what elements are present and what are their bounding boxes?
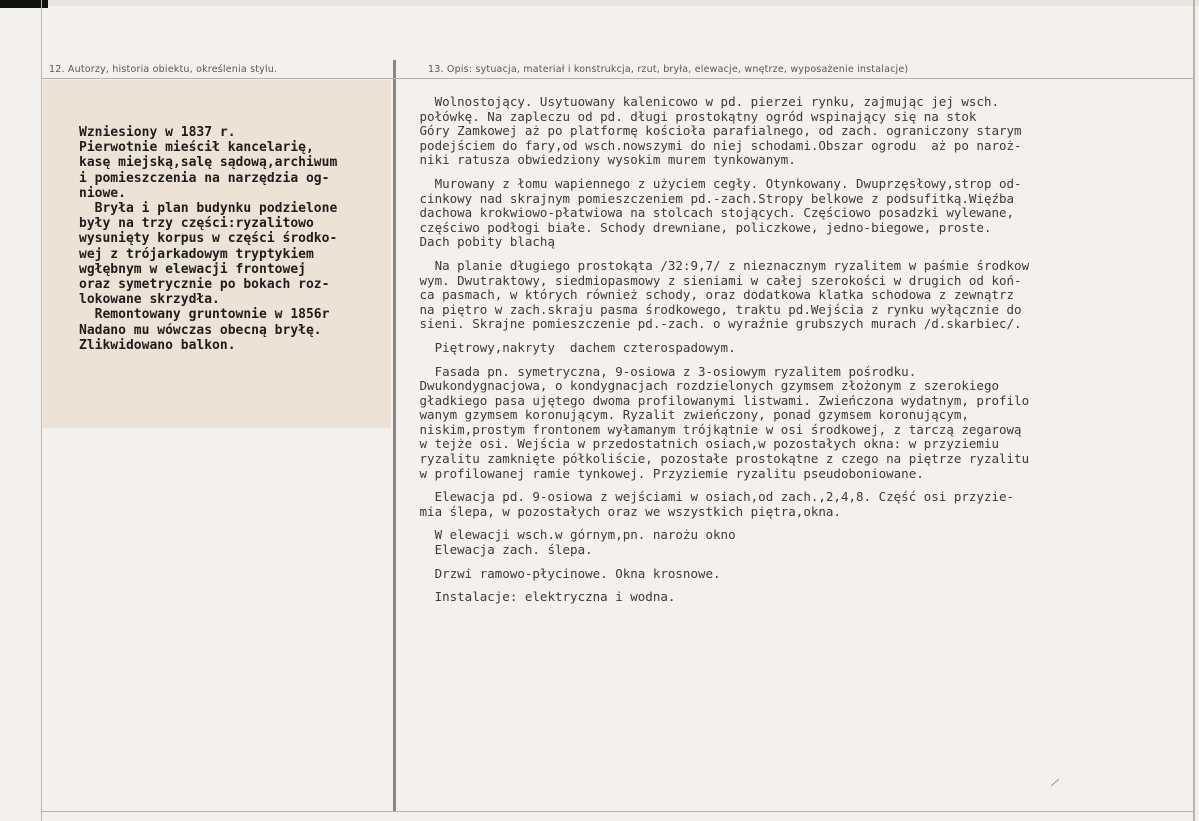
bottom-rule [41,811,1193,812]
left-border-line [41,0,42,821]
paragraph-installations: Instalacje: elektryczna i wodna. [412,589,676,605]
paragraph-facade: Fasada pn. symetryczna, 9-osiowa z 3-osiowym ryzalitem pośrodku. Dwukondygnacjowa, o kondygnacjach rozdzielonych gzymsem złożonym z szerokiego gładkiego pasa ujętego dwoma profilowanymi listwami. Zwieńczona wydatnym, profilo wanym gzymsem koronującym. Ryzalit zwieńczony, ponad gzymsem koronującym, niskim,prostym frontonem wyłamanym trójkątnie w osi środkowej, z tarczą zegarową w tejże osi. Wejścia w przedostatnich osiach,w pozostałych okna: w przyziemiu ryzalitu zamknięte półkoliście, pozostałe prostokątne z czego na piętrze ryzalitu w profilowanej ramie tynkowej. Przyziemie ryzalitu pseudoboniowane. [419,363,1030,481]
paragraph-south-elevation: Elewacja pd. 9-osiowa z wejściami w osiach,od zach.,2,4,8. Część osi przyzie- mia ślepa, w pozostałych oraz we wszystkich piętra,okna. [419,489,1015,519]
paragraph-roof: Piętrowy,nakryty dachem czterospadowym. [412,339,736,355]
page-top-edge [0,0,1199,6]
paragraph-east-west-elevation: W elewacji wsch.w górnym,pn. narożu okno Elewacja zach. ślepa. [434,527,736,558]
history-text: Wzniesiony w 1837 r. Pierwotnie mieścił kancelarię, kasę miejską,salę sądową,archiwum i pomieszczenia na narzędzia og- niowe. Bryła i plan budynku podzielone były na trzy części:ryzalitowo wysunięty korpus w części środko- wej z trójarkadowym tryptykiem wgłębnym w elewacji frontowej oraz symetrycznie po bokach roz- lokowane skrzydła. Remontowany gruntownie w 1856r Nadano mu wówczas obecną bryłę. Zlikwidowano balkon. [79,125,338,353]
paragraph-location: Wolnostojący. Usytuowany kalenicowo w pd. pierzei rynku, zajmując jej wsch. połówkę. Na zapleczu od pd. długi prostokątny ogród wspinający się na stok Góry Zamkowej aż po platformę kościoła parafialnego, od zach. ograniczony starym podejściem do fary,od wsch.nowszymi do niej schodami.Obszar ogrodu aż po naroż- niki ratusza obwiedziony wysokim murem tynkowanym. [419,94,1022,168]
description-text [412,95,1192,614]
section-12-heading: 12. Autorzy, historia obiektu, określenia stylu. [49,64,278,75]
paragraph-doors-windows: Drzwi ramowo-płycinowe. Okna krosnowe. [412,565,721,581]
column-divider [393,60,396,812]
header-rule [41,78,1193,79]
right-border-line [1193,0,1195,821]
pencil-mark [1051,779,1059,786]
section-13-heading: 13. Opis: sytuacja, materiał i konstrukcja, rzut, bryła, elewacje, wnętrze, wyposażenie instalacje) [428,64,909,75]
paragraph-plan: Na planie długiego prostokąta /32:9,7/ z nieznacznym ryzalitem w paśmie środkow wym. Dwutraktowy, siedmiopasmowy z sieniami w całej szerokości w drugich od koń- ca pasmach, w których również schody, oraz dodatkowa klatka schodowa z zewnątrz na piętro w zach.skraju pasma środkowego, traktu pd.Wejścia z rynku wyłącznie do sieni. Skrajne pomieszczenie pd.-zach. o wyraźnie grubszych murach /d.skarbiec/. [419,257,1030,332]
paragraph-material: Murowany z łomu wapiennego z użyciem cegły. Otynkowany. Dwuprzęsłowy,strop od- cinkowy nad skrajnym pomieszczeniem pd.-zach.Stropy belkowe z podsufitką.Więźba dachowa krokwiowo-płatwiowa na stolcach stojących. Częściowo posadzki wylewane, częściwo podłogi białe. Schody drewniane, policzkowe, jedno-biegowe, proste. Dach pobity blachą [419,175,1022,250]
